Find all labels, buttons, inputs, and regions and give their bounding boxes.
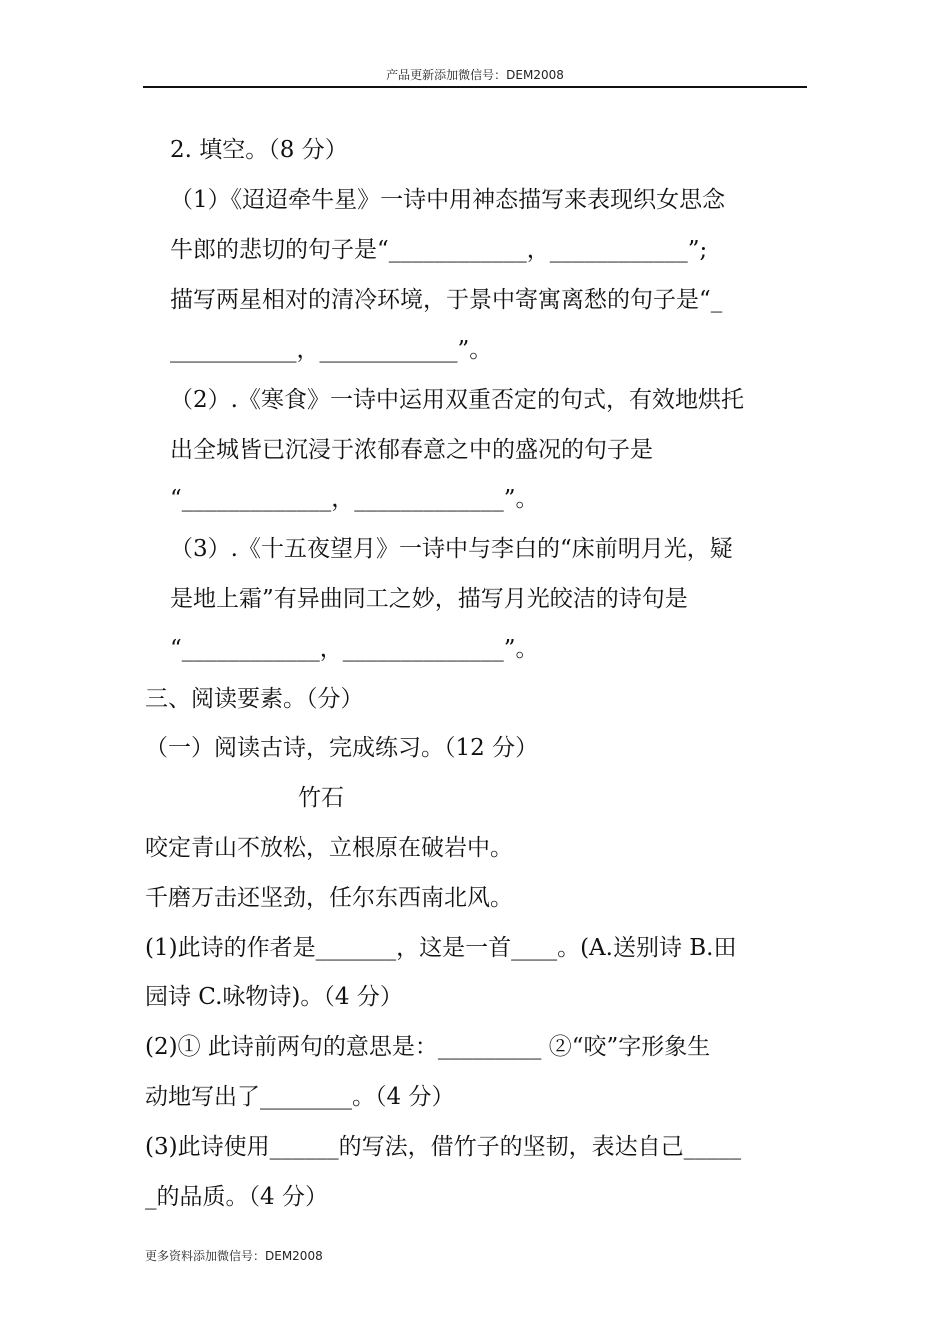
poem-line: 千磨万击还坚劲，任尔东西南北风。 [145,885,513,911]
header-rule [143,86,807,88]
page-footer: 更多资料添加微信号：DEM2008 [145,1249,323,1263]
text-line: 出全城皆已沉浸于浓郁春意之中的盛况的句子是 [170,437,653,463]
text-line: “_____________，_____________”。 [170,486,539,512]
text-line: （1）《迢迢牵牛星》一诗中用神态描写来表现织女思念 [170,187,726,213]
subsection-heading: （一）阅读古诗，完成练习。（12 分） [145,735,539,761]
question-2-heading: 2. 填空。（8 分） [170,137,348,163]
text-line: ___________，____________”。 [170,337,493,363]
text-line: （2）.《寒食》一诗中运用双重否定的句式，有效地烘托 [170,387,744,413]
text-line: 动地写出了________。（4 分） [145,1084,455,1110]
text-line: (2)① 此诗前两句的意思是：_________ ②“咬”字形象生 [145,1034,711,1060]
text-line: (1)此诗的作者是_______，这是一首____。(A.送别诗 B.田 [145,935,737,961]
text-line: “____________，______________”。 [170,636,539,662]
poem-line: 咬定青山不放松，立根原在破岩中。 [145,835,513,861]
text-line: （3）.《十五夜望月》一诗中与李白的“床前明月光，疑 [170,536,733,562]
text-line: 描写两星相对的清冷环境，于景中寄寓离愁的句子是“_ [170,287,723,313]
text-line: (3)此诗使用______的写法，借竹子的坚韧，表达自己_____ [145,1134,742,1160]
text-line: _的品质。（4 分） [145,1184,328,1210]
text-line: 牛郎的悲切的句子是“____________，____________”; [170,237,708,263]
text-line: 是地上霜”有异曲同工之妙，描写月光皎洁的诗句是 [170,586,688,612]
page-header: 产品更新添加微信号：DEM2008 [386,68,564,82]
text-line: 园诗 C.咏物诗)。（4 分） [145,984,403,1010]
section-3-heading: 三、阅读要素。（分） [145,686,364,712]
poem-title: 竹石 [298,785,344,811]
